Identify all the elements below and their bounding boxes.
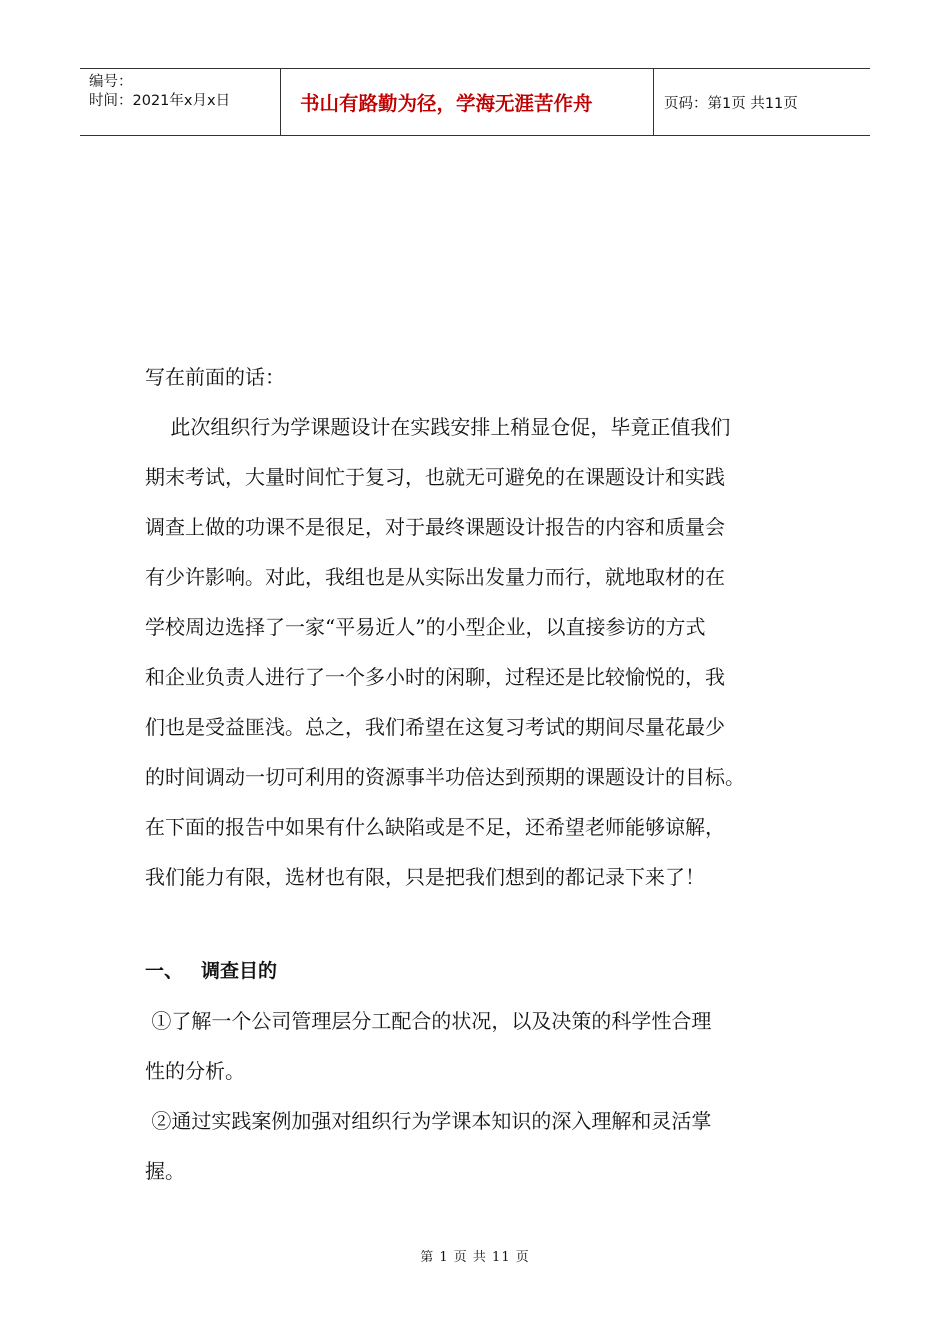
preface-line: 们也是受益匪浅。总之，我们希望在这复习考试的期间尽量花最少 <box>145 715 725 739</box>
list-item: 握。 <box>145 1159 185 1183</box>
section-items <box>145 996 825 1196</box>
preface-line: 和企业负责人进行了一个多小时的闲聊，过程还是比较愉悦的，我 <box>145 665 725 689</box>
serial-label: 编号： <box>89 74 133 90</box>
page-footer: 第 1 页 共 11 页 <box>420 1250 530 1265</box>
date-label: 时间：2021年x月x日 <box>89 93 231 109</box>
list-item: ②通过实践案例加强对组织行为学课本知识的深入理解和灵活掌 <box>145 1109 712 1133</box>
preface-line: 调查上做的功课不是很足，对于最终课题设计报告的内容和质量会 <box>145 515 725 539</box>
preface-line: 期末考试，大量时间忙于复习，也就无可避免的在课题设计和实践 <box>145 465 725 489</box>
section-number: 一、 <box>145 960 184 982</box>
preface-line: 学校周边选择了一家“平易近人”的小型企业，以直接参访的方式 <box>145 615 706 639</box>
preface-line: 的时间调动一切可利用的资源事半功倍达到预期的课题设计的目标。 <box>145 765 745 789</box>
list-item: 性的分析。 <box>145 1059 245 1083</box>
page-header <box>80 68 870 136</box>
preface-section <box>145 352 815 902</box>
section-heading <box>145 946 277 996</box>
header-meta <box>80 69 281 135</box>
list-item: ①了解一个公司管理层分工配合的状况，以及决策的科学性合理 <box>145 1009 712 1033</box>
preface-line: 有少许影响。对此，我组也是从实际出发量力而行，就地取材的在 <box>145 565 725 589</box>
header-motto: 书山有路勤为径，学海无涯苦作舟 <box>281 69 654 135</box>
preface-title: 写在前面的话： <box>145 365 285 389</box>
section-title: 调查目的 <box>201 960 278 982</box>
preface-line: 在下面的报告中如果有什么缺陷或是不足，还希望老师能够谅解， <box>145 815 725 839</box>
preface-line: 我们能力有限，选材也有限，只是把我们想到的都记录下来了！ <box>145 865 705 889</box>
preface-line: 此次组织行为学课题设计在实践安排上稍显仓促，毕竟正值我们 <box>145 415 731 439</box>
header-page-info: 页码：第1页 共11页 <box>664 95 798 112</box>
